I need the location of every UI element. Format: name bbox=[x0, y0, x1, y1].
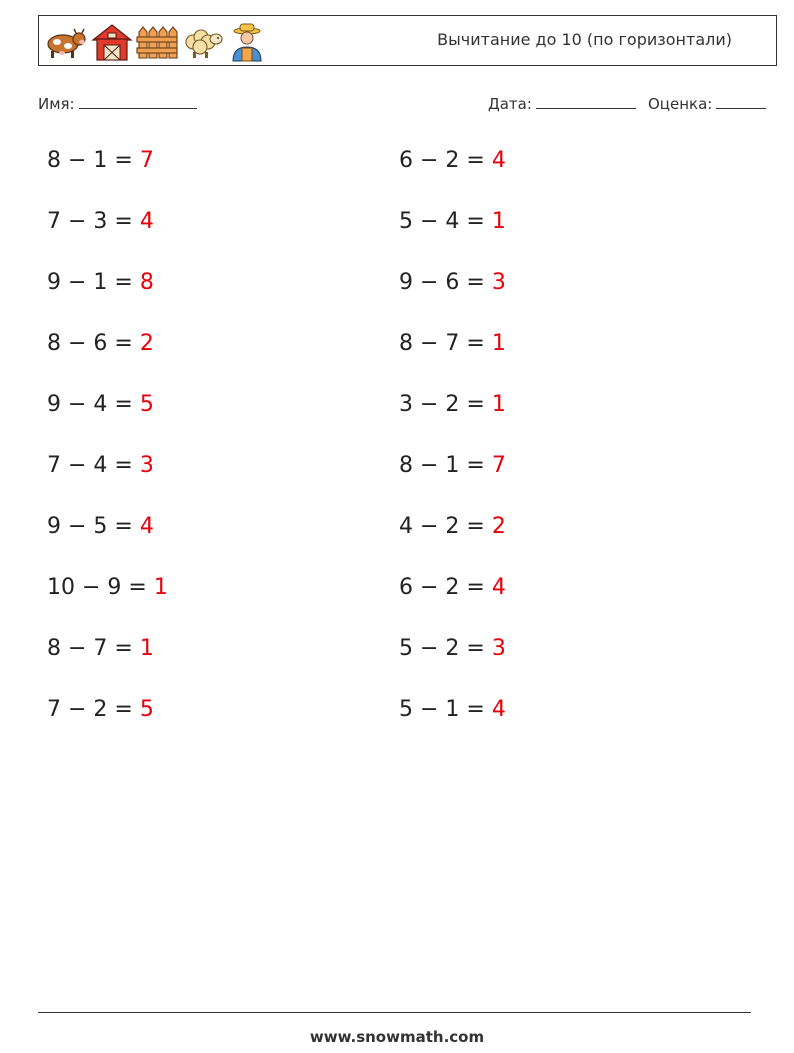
problem-right-7 bbox=[399, 514, 506, 539]
problem-expression: 10 − 9 = bbox=[47, 575, 147, 600]
problem-expression: 5 − 2 = bbox=[399, 636, 485, 661]
problem-right-9 bbox=[399, 636, 506, 661]
problem-right-5 bbox=[399, 392, 506, 417]
problem-left-6 bbox=[47, 453, 154, 478]
problem-expression: 4 − 2 = bbox=[399, 514, 485, 539]
problem-answer: 5 bbox=[139, 392, 154, 417]
problem-left-8 bbox=[47, 575, 168, 600]
problem-answer: 1 bbox=[491, 392, 506, 417]
problem-answer: 2 bbox=[491, 514, 506, 539]
problem-answer: 3 bbox=[491, 270, 506, 295]
problem-expression: 8 − 7 = bbox=[399, 331, 485, 356]
problem-left-10 bbox=[47, 697, 154, 722]
problem-answer: 4 bbox=[491, 697, 506, 722]
problem-left-9 bbox=[47, 636, 154, 661]
name-line[interactable] bbox=[79, 94, 197, 109]
date-line[interactable] bbox=[536, 94, 636, 109]
name-label: Имя: bbox=[38, 95, 75, 113]
problem-left-3 bbox=[47, 270, 154, 295]
problem-expression: 6 − 2 = bbox=[399, 148, 485, 173]
problem-right-3 bbox=[399, 270, 506, 295]
problem-left-5 bbox=[47, 392, 154, 417]
problem-expression: 9 − 1 = bbox=[47, 270, 133, 295]
date-label: Дата: bbox=[488, 95, 532, 113]
problem-left-2 bbox=[47, 209, 154, 234]
problem-answer: 1 bbox=[491, 209, 506, 234]
problem-answer: 3 bbox=[491, 636, 506, 661]
problem-right-10 bbox=[399, 697, 506, 722]
problem-left-7 bbox=[47, 514, 154, 539]
problem-expression: 7 − 2 = bbox=[47, 697, 133, 722]
header-box bbox=[38, 15, 777, 66]
problem-expression: 6 − 2 = bbox=[399, 575, 485, 600]
footer-rule bbox=[38, 1012, 751, 1013]
problem-answer: 1 bbox=[153, 575, 168, 600]
problem-answer: 7 bbox=[491, 453, 506, 478]
problem-answer: 8 bbox=[139, 270, 154, 295]
problem-expression: 9 − 5 = bbox=[47, 514, 133, 539]
footer-url: www.snowmath.com bbox=[309, 1028, 485, 1046]
problem-right-2 bbox=[399, 209, 506, 234]
problem-expression: 8 − 1 = bbox=[399, 453, 485, 478]
barn-icon bbox=[91, 22, 133, 62]
problem-expression: 3 − 2 = bbox=[399, 392, 485, 417]
problem-answer: 4 bbox=[139, 514, 154, 539]
problem-answer: 2 bbox=[139, 331, 154, 356]
date-field bbox=[488, 94, 636, 113]
problem-answer: 1 bbox=[139, 636, 154, 661]
problem-expression: 8 − 1 = bbox=[47, 148, 133, 173]
problem-right-1 bbox=[399, 148, 506, 173]
sheep-icon bbox=[181, 22, 225, 62]
problem-expression: 8 − 7 = bbox=[47, 636, 133, 661]
problem-answer: 7 bbox=[139, 148, 154, 173]
problem-expression: 8 − 6 = bbox=[47, 331, 133, 356]
problem-answer: 4 bbox=[491, 575, 506, 600]
farmer-icon bbox=[227, 22, 267, 62]
problem-expression: 7 − 3 = bbox=[47, 209, 133, 234]
worksheet-title: Вычитание до 10 (по горизонтали) bbox=[437, 30, 732, 49]
cow-icon bbox=[43, 22, 87, 62]
grade-label: Оценка: bbox=[648, 95, 713, 113]
problem-right-8 bbox=[399, 575, 506, 600]
problem-answer: 5 bbox=[139, 697, 154, 722]
problem-expression: 9 − 4 = bbox=[47, 392, 133, 417]
problem-right-6 bbox=[399, 453, 506, 478]
problem-expression: 7 − 4 = bbox=[47, 453, 133, 478]
grade-field bbox=[648, 94, 766, 113]
problem-right-4 bbox=[399, 331, 506, 356]
fence-icon bbox=[136, 22, 178, 62]
problem-answer: 1 bbox=[491, 331, 506, 356]
problem-answer: 3 bbox=[139, 453, 154, 478]
name-field bbox=[38, 94, 197, 113]
problem-expression: 9 − 6 = bbox=[399, 270, 485, 295]
problem-answer: 4 bbox=[139, 209, 154, 234]
problem-expression: 5 − 4 = bbox=[399, 209, 485, 234]
problem-expression: 5 − 1 = bbox=[399, 697, 485, 722]
problem-left-4 bbox=[47, 331, 154, 356]
grade-line[interactable] bbox=[716, 94, 766, 109]
problem-answer: 4 bbox=[491, 148, 506, 173]
problem-left-1 bbox=[47, 148, 154, 173]
